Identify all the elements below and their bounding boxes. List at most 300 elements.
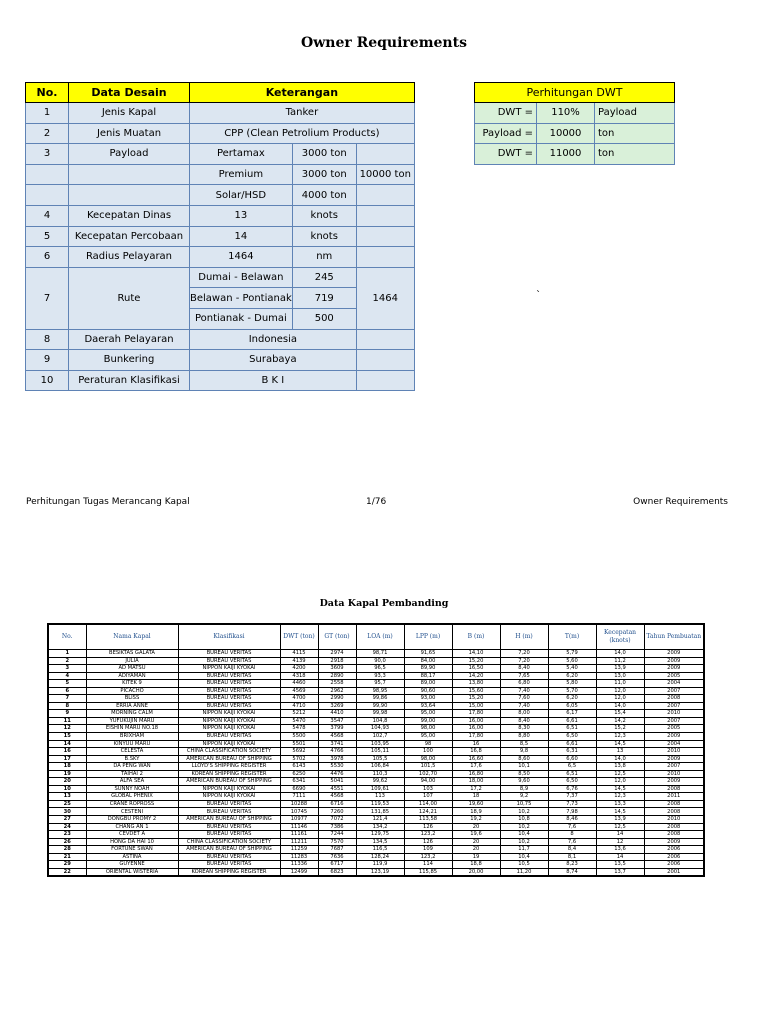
row-value: 14 (190, 226, 293, 247)
loa: 99,90 (356, 702, 404, 710)
year-built: 2009 (644, 778, 704, 786)
year-built: 2008 (644, 823, 704, 831)
comparison-ships-table (47, 623, 705, 877)
gt: 4551 (318, 785, 356, 793)
gt: 2990 (318, 695, 356, 703)
dwt: 5500 (280, 733, 318, 741)
lpp: 126 (404, 823, 452, 831)
draft: 8,1 (548, 853, 596, 861)
row-no: 2 (48, 657, 86, 665)
year-built: 2004 (644, 740, 704, 748)
loa: 95,7 (356, 680, 404, 688)
depth: 8,40 (500, 717, 548, 725)
depth: 10,4 (500, 831, 548, 839)
table-row (26, 123, 415, 144)
depth: 8,50 (500, 770, 548, 778)
gt: 2962 (318, 687, 356, 695)
table-row (48, 846, 704, 854)
depth: 10,75 (500, 800, 548, 808)
row-no: 10 (48, 785, 86, 793)
year-built: 2006 (644, 861, 704, 869)
row-label: Bunkering (69, 350, 190, 371)
year-built: 2005 (644, 672, 704, 680)
ship-name: AD MATSU (86, 665, 178, 673)
gt: 7687 (318, 846, 356, 854)
empty-cell (356, 144, 414, 165)
loa: 128,24 (356, 853, 404, 861)
ship-name: BLISS (86, 695, 178, 703)
table-row (26, 350, 415, 371)
ship-name: SUNNY NOAH (86, 785, 178, 793)
draft: 7,98 (548, 808, 596, 816)
depth: 8,60 (500, 755, 548, 763)
row-no: 10 (26, 370, 69, 391)
row-no: 2 (26, 123, 69, 144)
dwt: 5478 (280, 725, 318, 733)
gt: 3741 (318, 740, 356, 748)
col-header: Klasifikasi (178, 624, 280, 650)
ship-name: KINYUU MARU (86, 740, 178, 748)
col-header: Kecepatan (knots) (596, 624, 644, 650)
table-row (48, 800, 704, 808)
table-row (48, 770, 704, 778)
lpp: 98 (404, 740, 452, 748)
dwt: 11259 (280, 846, 318, 854)
year-built: 2009 (644, 755, 704, 763)
table-row (475, 123, 675, 144)
route-item-name: Dumai - Belawan (190, 267, 293, 288)
comparison-table-body (48, 650, 704, 877)
dwt: 4710 (280, 702, 318, 710)
classification: KOREAN SHIPPING REGISTER (178, 770, 280, 778)
loa: 113 (356, 793, 404, 801)
dwt-label: Payload = (475, 123, 537, 144)
row-label: Kecepatan Percobaan (69, 226, 190, 247)
classification: BUREAU VERITAS (178, 695, 280, 703)
lpp: 114 (404, 861, 452, 869)
classification: NIPPON KAIJI KYOKAI (178, 717, 280, 725)
draft: 6,05 (548, 702, 596, 710)
beam: 18 (452, 793, 500, 801)
speed: 12,0 (596, 695, 644, 703)
speed: 12,0 (596, 778, 644, 786)
dwt: 11336 (280, 861, 318, 869)
ship-name: CESTENI (86, 808, 178, 816)
gt: 7386 (318, 823, 356, 831)
draft: 5,40 (548, 665, 596, 673)
loa: 105,11 (356, 748, 404, 756)
row-label: Kecepatan Dinas (69, 205, 190, 226)
depth: 8,5 (500, 740, 548, 748)
header-data-desain: Data Desain (69, 83, 190, 103)
loa: 99,62 (356, 778, 404, 786)
ship-name: ORIENTAL WISTERIA (86, 868, 178, 876)
gt: 3978 (318, 755, 356, 763)
table-row (48, 763, 704, 771)
beam: 16,60 (452, 755, 500, 763)
row-no: 7 (48, 695, 86, 703)
draft: 6,17 (548, 710, 596, 718)
lpp: 99,00 (404, 717, 452, 725)
dwt: 7111 (280, 793, 318, 801)
year-built: 2008 (644, 808, 704, 816)
lpp: 102,70 (404, 770, 452, 778)
year-built: 2010 (644, 816, 704, 824)
ship-name: YUFUKUJIN MARU (86, 717, 178, 725)
payload-item-name: Solar/HSD (190, 185, 293, 206)
beam: 19 (452, 853, 500, 861)
table-row (48, 740, 704, 748)
draft: 6,50 (548, 778, 596, 786)
dwt: 12499 (280, 868, 318, 876)
payload-item-name: Premium (190, 164, 293, 185)
row-unit: knots (292, 205, 356, 226)
dwt: 11211 (280, 838, 318, 846)
dwt: 11146 (280, 823, 318, 831)
loa: 123,19 (356, 868, 404, 876)
lpp: 88,17 (404, 672, 452, 680)
beam: 16,50 (452, 665, 500, 673)
dwt-title: Perhitungan DWT (475, 83, 675, 103)
classification: BUREAU VERITAS (178, 800, 280, 808)
loa: 121,4 (356, 816, 404, 824)
row-no: 27 (48, 816, 86, 824)
dwt: 5470 (280, 717, 318, 725)
speed: 12,3 (596, 733, 644, 741)
table-row (48, 695, 704, 703)
dwt: 4460 (280, 680, 318, 688)
speed: 13,9 (596, 665, 644, 673)
col-header: LOA (m) (356, 624, 404, 650)
loa: 102,7 (356, 733, 404, 741)
payload-item-amount: 3000 ton (292, 144, 356, 165)
row-no: 1 (48, 650, 86, 658)
draft: 8,23 (548, 861, 596, 869)
col-header: GT (ton) (318, 624, 356, 650)
depth: 7,65 (500, 672, 548, 680)
classification: BUREAU VERITAS (178, 808, 280, 816)
table-row (26, 185, 415, 206)
speed: 13,8 (596, 763, 644, 771)
ship-name: ASTINA (86, 853, 178, 861)
table-row (48, 831, 704, 839)
row-label: Jenis Muatan (69, 123, 190, 144)
speed: 11,2 (596, 657, 644, 665)
classification: BUREAU VERITAS (178, 650, 280, 658)
table-row (48, 680, 704, 688)
classification: NIPPON KAIJI KYOKAI (178, 740, 280, 748)
loa: 93,3 (356, 672, 404, 680)
col-header: B (m) (452, 624, 500, 650)
classification: LLOYD'S SHIPPING REGISTER (178, 763, 280, 771)
loa: 96,5 (356, 665, 404, 673)
loa: 103,95 (356, 740, 404, 748)
dwt: 10745 (280, 808, 318, 816)
table-row (475, 144, 675, 165)
beam: 16 (452, 740, 500, 748)
table-row (48, 816, 704, 824)
depth: 8,9 (500, 785, 548, 793)
dwt-value: 110% (537, 103, 595, 124)
table-row (48, 868, 704, 876)
loa: 119,9 (356, 861, 404, 869)
ship-name: ADIYAMAN (86, 672, 178, 680)
table-row (48, 717, 704, 725)
lpp: 113,58 (404, 816, 452, 824)
gt: 4476 (318, 770, 356, 778)
empty-cell (356, 226, 414, 247)
gt: 7072 (318, 816, 356, 824)
row-no: 3 (48, 665, 86, 673)
draft: 6,61 (548, 717, 596, 725)
beam: 14,20 (452, 672, 500, 680)
table-row (48, 657, 704, 665)
comparison-title: Data Kapal Pembanding (319, 598, 449, 609)
table-row (26, 226, 415, 247)
dwt: 6143 (280, 763, 318, 771)
loa: 134,2 (356, 823, 404, 831)
classification: NIPPON KAIJI KYOKAI (178, 665, 280, 673)
row-value: B K I (190, 370, 357, 391)
lpp: 103 (404, 785, 452, 793)
loa: 90,0 (356, 657, 404, 665)
beam: 20 (452, 823, 500, 831)
gt: 4568 (318, 793, 356, 801)
table-header-row (475, 83, 675, 103)
year-built: 2006 (644, 853, 704, 861)
row-value: Surabaya (190, 350, 357, 371)
dwt-unit: ton (595, 123, 675, 144)
loa: 119,53 (356, 800, 404, 808)
classification: BUREAU VERITAS (178, 853, 280, 861)
table-row (48, 838, 704, 846)
dwt: 11283 (280, 853, 318, 861)
col-header: T(m) (548, 624, 596, 650)
speed: 11,0 (596, 680, 644, 688)
depth: 10,2 (500, 838, 548, 846)
loa: 110,3 (356, 770, 404, 778)
year-built: 2009 (644, 665, 704, 673)
row-no: 11 (48, 717, 86, 725)
draft: 6,50 (548, 733, 596, 741)
speed: 15,2 (596, 725, 644, 733)
draft: 6,51 (548, 725, 596, 733)
loa: 116,5 (356, 846, 404, 854)
speed: 12,5 (596, 770, 644, 778)
depth: 8,00 (500, 710, 548, 718)
dwt-label: DWT = (475, 103, 537, 124)
speed: 14,0 (596, 702, 644, 710)
speed: 13,0 (596, 672, 644, 680)
row-value: Tanker (190, 103, 415, 124)
gt: 4568 (318, 733, 356, 741)
dwt: 4569 (280, 687, 318, 695)
table-header-row (48, 624, 704, 650)
row-no: 12 (48, 725, 86, 733)
beam: 15,20 (452, 657, 500, 665)
draft: 5,79 (548, 650, 596, 658)
row-no: 25 (48, 800, 86, 808)
table-row (26, 370, 415, 391)
row-no: 17 (48, 755, 86, 763)
beam: 17,80 (452, 733, 500, 741)
loa: 99,86 (356, 695, 404, 703)
dwt: 10977 (280, 816, 318, 824)
classification: BUREAU VERITAS (178, 687, 280, 695)
gt: 4410 (318, 710, 356, 718)
gt: 3609 (318, 665, 356, 673)
dwt: 4139 (280, 657, 318, 665)
table-row (48, 755, 704, 763)
year-built: 2007 (644, 763, 704, 771)
payload-item-amount: 4000 ton (292, 185, 356, 206)
row-label: Daerah Pelayaran (69, 329, 190, 350)
depth: 7,20 (500, 650, 548, 658)
speed: 13,5 (596, 861, 644, 869)
row-value: Indonesia (190, 329, 357, 350)
empty-cell (69, 185, 190, 206)
stray-mark: ` (536, 290, 541, 301)
dwt: 6250 (280, 770, 318, 778)
depth: 10,1 (500, 763, 548, 771)
table-row (26, 164, 415, 185)
dwt: 5501 (280, 740, 318, 748)
gt: 5530 (318, 763, 356, 771)
gt: 4766 (318, 748, 356, 756)
speed: 15,4 (596, 710, 644, 718)
route-item-distance: 500 (292, 308, 356, 329)
dwt-unit: Payload (595, 103, 675, 124)
speed: 12,0 (596, 687, 644, 695)
owner-requirements-table (25, 82, 415, 391)
col-header: LPP (m) (404, 624, 452, 650)
classification: AMERICAN BUREAU OF SHIPPING (178, 778, 280, 786)
classification: KOREAN SHIPPING REGISTER (178, 868, 280, 876)
ship-name: DONGBU PROMY 2 (86, 816, 178, 824)
lpp: 123,2 (404, 831, 452, 839)
dwt-value: 10000 (537, 123, 595, 144)
draft: 6,20 (548, 672, 596, 680)
beam: 20 (452, 838, 500, 846)
beam: 19,2 (452, 816, 500, 824)
gt: 6717 (318, 861, 356, 869)
row-unit: nm (292, 247, 356, 268)
lpp: 84,00 (404, 657, 452, 665)
dwt: 11161 (280, 831, 318, 839)
depth: 10,5 (500, 861, 548, 869)
classification: NIPPON KAIJI KYOKAI (178, 710, 280, 718)
row-label: Payload (69, 144, 190, 165)
route-total: 1464 (356, 267, 414, 329)
depth: 10,2 (500, 823, 548, 831)
dwt: 6690 (280, 785, 318, 793)
dwt: 5692 (280, 748, 318, 756)
lpp: 115,85 (404, 868, 452, 876)
year-built: 2005 (644, 725, 704, 733)
dwt-calculation-table (474, 82, 675, 165)
lpp: 93,64 (404, 702, 452, 710)
dwt: 4700 (280, 695, 318, 703)
dwt-label: DWT = (475, 144, 537, 165)
loa: 98,71 (356, 650, 404, 658)
row-no: 6 (26, 247, 69, 268)
depth: 10,4 (500, 853, 548, 861)
dwt: 4115 (280, 650, 318, 658)
empty-cell (69, 164, 190, 185)
classification: BUREAU VERITAS (178, 702, 280, 710)
route-item-distance: 719 (292, 288, 356, 309)
draft: 6,5 (548, 763, 596, 771)
ship-name: CRANE ROPROSS (86, 800, 178, 808)
ship-name: DA PENG WAN (86, 763, 178, 771)
beam: 16,00 (452, 725, 500, 733)
loa: 129,75 (356, 831, 404, 839)
table-row (26, 103, 415, 124)
dwt: 6341 (280, 778, 318, 786)
gt: 2890 (318, 672, 356, 680)
draft: 8,74 (548, 868, 596, 876)
table-row (48, 665, 704, 673)
depth: 7,40 (500, 687, 548, 695)
row-no: 8 (48, 702, 86, 710)
loa: 104,8 (356, 717, 404, 725)
beam: 19,60 (452, 800, 500, 808)
draft: 6,76 (548, 785, 596, 793)
row-no: 8 (26, 329, 69, 350)
row-no: 23 (48, 831, 86, 839)
classification: BUREAU VERITAS (178, 861, 280, 869)
row-label: Peraturan Klasifikasi (69, 370, 190, 391)
dwt: 10288 (280, 800, 318, 808)
depth: 8,80 (500, 733, 548, 741)
row-no: 5 (48, 680, 86, 688)
payload-item-amount: 3000 ton (292, 164, 356, 185)
lpp: 101,5 (404, 763, 452, 771)
loa: 105,5 (356, 755, 404, 763)
route-item-name: Pontianak - Dumai (190, 308, 293, 329)
table-row (26, 144, 415, 165)
row-no: 30 (48, 808, 86, 816)
table-row (48, 672, 704, 680)
draft: 6,20 (548, 695, 596, 703)
row-no: 24 (48, 823, 86, 831)
beam: 15,60 (452, 687, 500, 695)
speed: 14,5 (596, 785, 644, 793)
year-built: 2010 (644, 770, 704, 778)
col-header: Nama Kapal (86, 624, 178, 650)
dwt-unit: ton (595, 144, 675, 165)
table-row (48, 808, 704, 816)
route-item-name: Belawan - Pontianak (190, 288, 293, 309)
row-no: 6 (48, 687, 86, 695)
beam: 16,80 (452, 770, 500, 778)
year-built: 2009 (644, 650, 704, 658)
table-row (48, 702, 704, 710)
table-row (475, 103, 675, 124)
speed: 13,9 (596, 816, 644, 824)
ship-name: CHANG AN 1 (86, 823, 178, 831)
loa: 106,84 (356, 763, 404, 771)
ship-name: ALFA SEA (86, 778, 178, 786)
beam: 18,8 (452, 861, 500, 869)
table-row (48, 725, 704, 733)
lpp: 89,00 (404, 680, 452, 688)
classification: NIPPON KAIJI KYOKAI (178, 725, 280, 733)
dwt: 5212 (280, 710, 318, 718)
beam: 20,00 (452, 868, 500, 876)
row-no: 9 (26, 350, 69, 371)
lpp: 93,00 (404, 695, 452, 703)
